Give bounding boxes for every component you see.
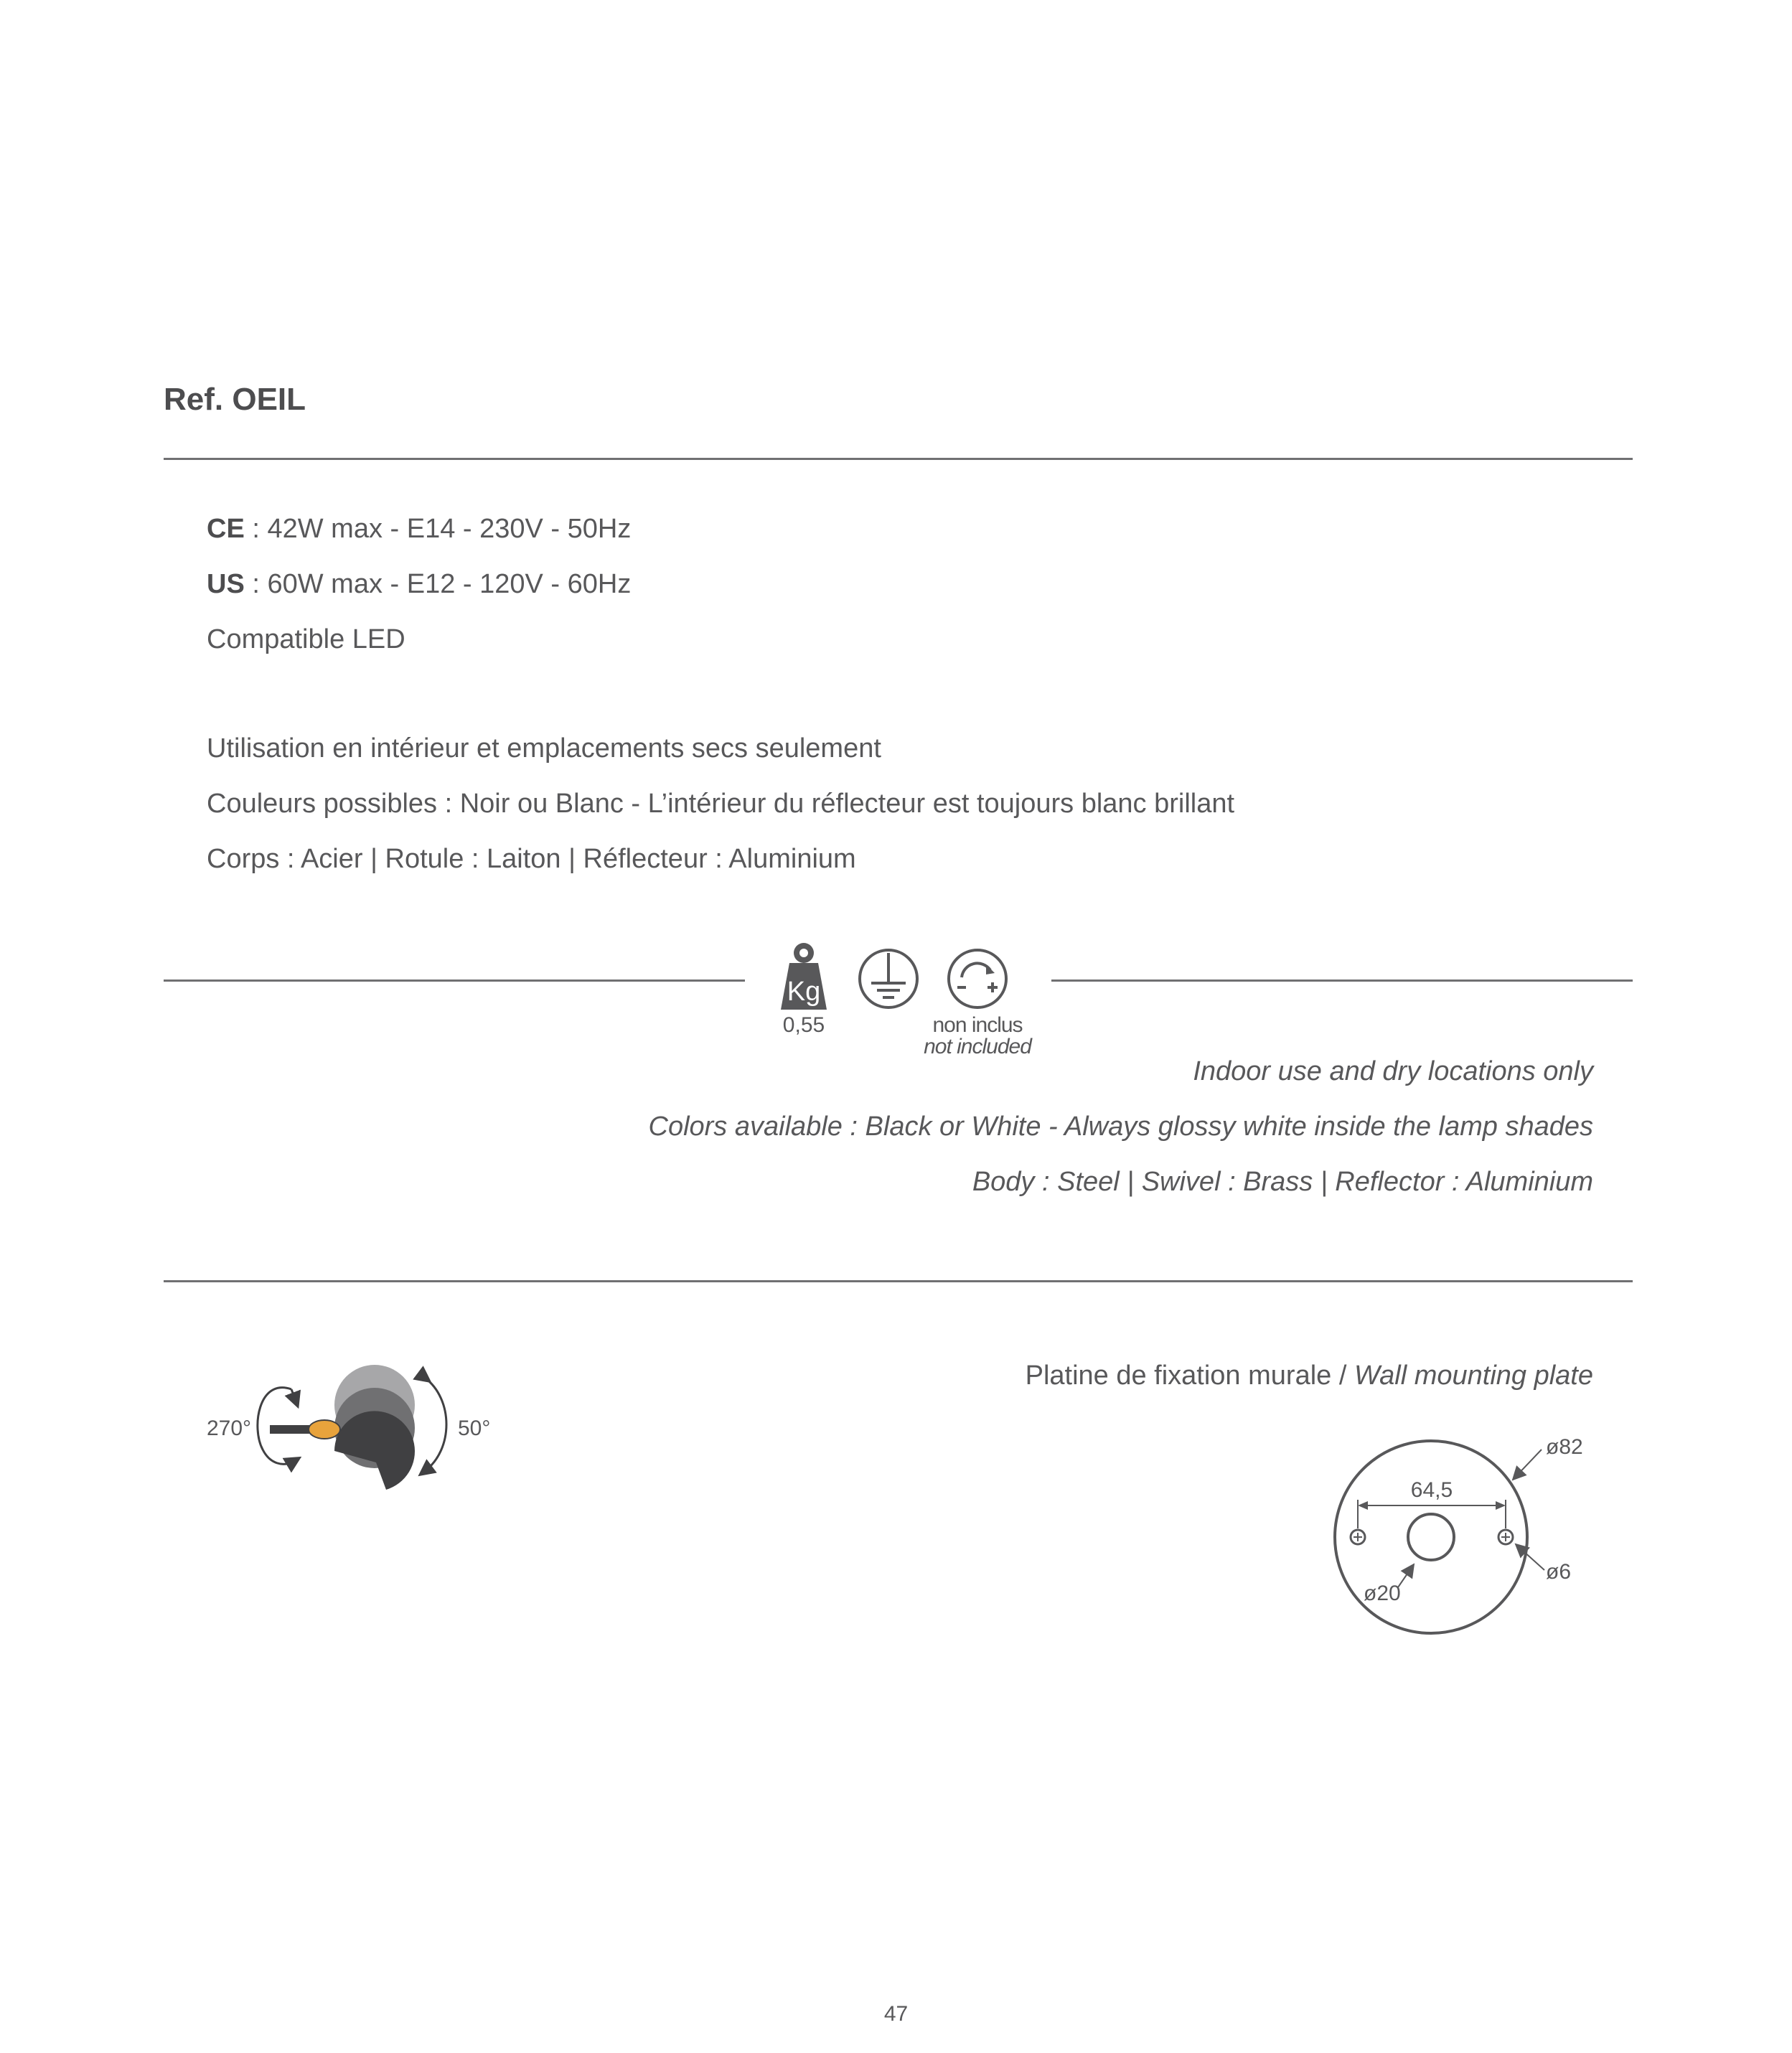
lamp-rotation-icon bbox=[201, 1356, 517, 1500]
spec-us-value: : 60W max - E12 - 120V - 60Hz bbox=[244, 569, 632, 599]
mounting-plate-title-fr: Platine de fixation murale / bbox=[1025, 1361, 1354, 1391]
rotation-horizontal-label: 270° bbox=[207, 1417, 252, 1440]
spec-colors-en: Colors available : Black or White - Always glossy white inside the lamp shades bbox=[648, 1112, 1593, 1142]
spec-colors-fr: Couleurs possibles : Noir ou Blanc - L’intérieur du réflecteur est toujours blanc brillant bbox=[207, 789, 1235, 819]
spec-us bbox=[207, 570, 631, 598]
spec-materials-en: Body : Steel | Swivel : Brass | Reflector : Aluminium bbox=[972, 1167, 1593, 1197]
hole-diameter-label: ø6 bbox=[1546, 1560, 1572, 1584]
icons-divider-right bbox=[1051, 979, 1633, 982]
spec-ce bbox=[207, 515, 631, 542]
spec-ce-label: CE bbox=[207, 514, 245, 544]
weight-value: 0,55 bbox=[782, 1013, 825, 1037]
icons-divider-left bbox=[164, 979, 745, 982]
page-number: 47 bbox=[883, 2002, 909, 2026]
mounting-plate-diagram bbox=[1320, 1428, 1608, 1643]
dimmer-note-en: not included bbox=[924, 1035, 1031, 1058]
spec-usage-en: Indoor use and dry locations only bbox=[1193, 1056, 1593, 1086]
page-title: Ref. OEIL bbox=[164, 382, 306, 417]
spec-led: Compatible LED bbox=[207, 624, 405, 654]
center-diameter-label: ø20 bbox=[1364, 1582, 1401, 1605]
weight-unit: Kg bbox=[787, 977, 821, 1007]
rotation-diagram bbox=[201, 1356, 517, 1500]
dimmer-note-fr: non inclus bbox=[932, 1013, 1023, 1037]
title-divider bbox=[164, 458, 1633, 460]
ground-icon bbox=[857, 947, 920, 1010]
weight-icon bbox=[775, 940, 832, 1012]
rotation-vertical-label: 50° bbox=[458, 1417, 491, 1440]
mounting-plate-title-en: Wall mounting plate bbox=[1354, 1361, 1593, 1391]
spec-usage-fr: Utilisation en intérieur et emplacements secs seulement bbox=[207, 733, 881, 764]
dimmer-icon bbox=[946, 947, 1009, 1010]
spec-ce-value: : 42W max - E14 - 230V - 50Hz bbox=[244, 514, 632, 544]
plate-diameter-label: ø82 bbox=[1546, 1435, 1583, 1459]
section-divider bbox=[164, 1280, 1633, 1282]
mounting-plate-title bbox=[1026, 1362, 1593, 1389]
spec-materials-fr: Corps : Acier | Rotule : Laiton | Réflecteur : Aluminium bbox=[207, 844, 856, 874]
spec-us-label: US bbox=[207, 569, 245, 599]
hole-spacing-label: 64,5 bbox=[1410, 1478, 1453, 1502]
